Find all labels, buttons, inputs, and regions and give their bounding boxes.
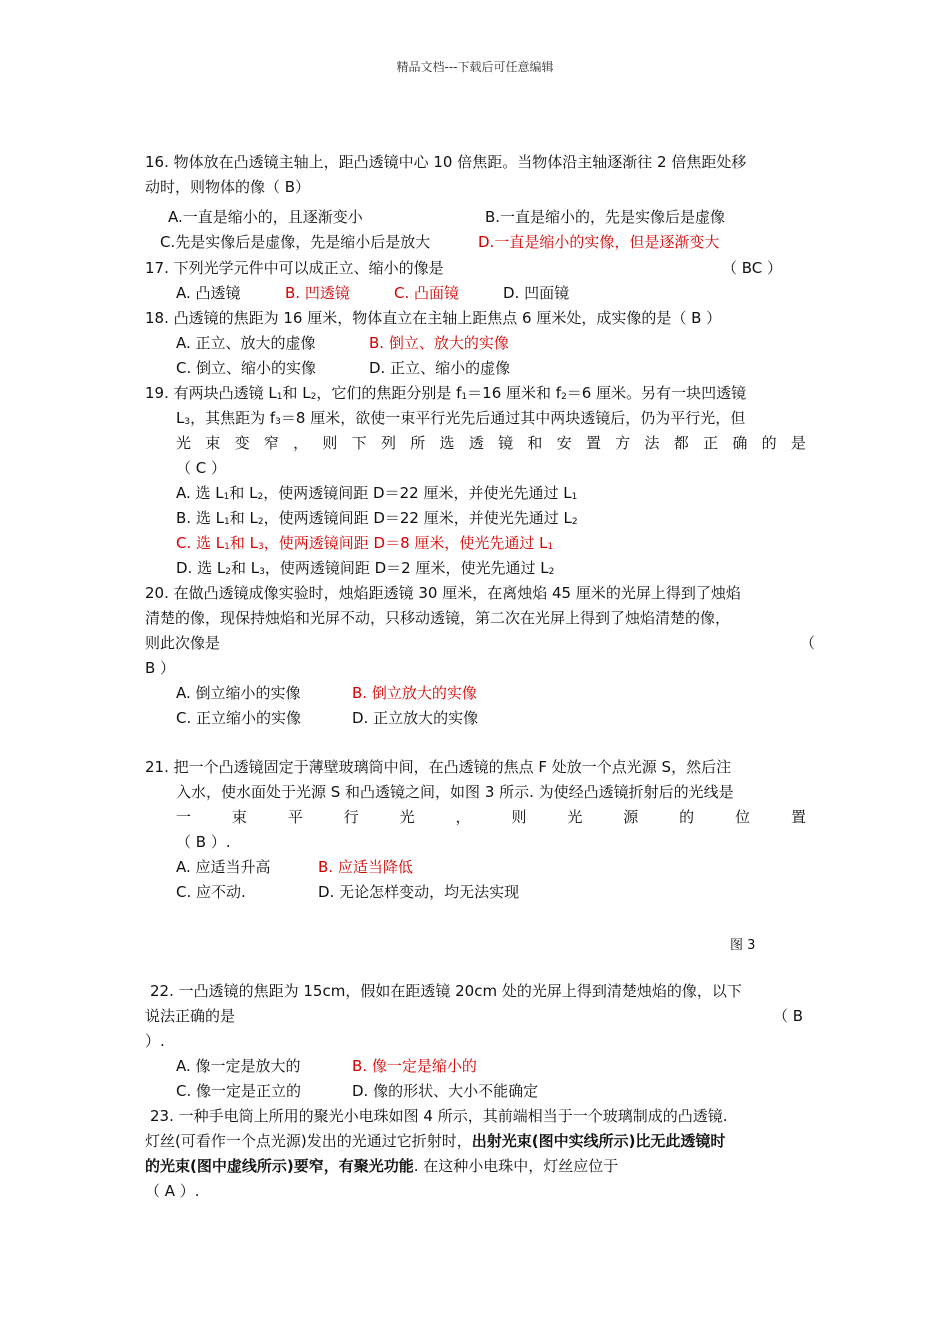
q16-option-d: D.一直是缩小的实像，但是逐渐变大 xyxy=(478,233,720,251)
q16-option-b: B.一直是缩小的，先是实像后是虚像 xyxy=(485,208,726,226)
q20-option-a: A. 倒立缩小的实像 xyxy=(176,684,301,702)
q16-option-a: A.一直是缩小的，且逐渐变小 xyxy=(168,208,363,226)
q18-option-c: C. 倒立、缩小的实像 xyxy=(176,359,317,377)
q22-option-a: A. 像一定是放大的 xyxy=(176,1057,301,1075)
q17-option-d: D. 凹面镜 xyxy=(503,284,570,302)
q22-stem-line2: 说法正确的是 xyxy=(145,1007,236,1025)
q22-option-b: B. 像一定是缩小的 xyxy=(352,1057,477,1075)
q22-option-d: D. 像的形状、大小不能确定 xyxy=(352,1082,539,1100)
figure-3-caption: 图 3 xyxy=(730,938,756,953)
page-header: 精品文档---下载后可任意编辑 xyxy=(396,60,554,74)
q17-answer: （ BC ） xyxy=(722,259,783,277)
q21-option-c: C. 应不动. xyxy=(176,883,246,901)
q19-stem-line1: 19. 有两块凸透镜 $L_1$和 $L_2$，它们的焦距分别是 $f_1=16$ 厘米和 $f_2=6$ 厘米。另有一块凹透镜 xyxy=(145,384,747,402)
q19-option-a: A. 选 $L_1$和 $L_2$，使两透镜间距 D＝22 厘米，并使光先通过 $L_1$ xyxy=(176,484,578,502)
q23-stem-line3: 的光束(图中虚线所示)要窄，有聚光功能. 在这种小电珠中，灯丝应位于 xyxy=(145,1157,619,1175)
q16-stem-line1: 16. 物体放在凸透镜主轴上，距凸透镜中心 10 倍焦距。当物体沿主轴逐渐往 2 倍焦距处移 xyxy=(145,153,747,171)
q18-option-a: A. 正立、放大的虚像 xyxy=(176,334,316,352)
q19-option-b: B. 选 $L_1$和 $L_2$，使两透镜间距 D＝22 厘米，并使光先通过 $L_2$ xyxy=(176,509,578,527)
q20-option-b: B. 倒立放大的实像 xyxy=(352,684,477,702)
q23-answer: （ A ）. xyxy=(145,1182,200,1200)
q19-stem-line3: 光 束 变 窄 ， 则 下 列 所 选 透 镜 和 安 置 方 法 都 正 确 的 是 xyxy=(176,434,806,452)
q21-stem-line3: 一 束 平 行 光 ， 则 光 源 的 位 置 xyxy=(176,808,806,826)
q21-option-a: A. 应适当升高 xyxy=(176,858,271,876)
q23-stem-line1: 23. 一种手电筒上所用的聚光小电珠如图 4 所示，其前端相当于一个玻璃制成的凸透镜. xyxy=(150,1107,728,1125)
q20-stem-line1: 20. 在做凸透镜成像实验时，烛焰距透镜 30 厘米，在离烛焰 45 厘米的光屏上得到了烛焰 xyxy=(145,584,741,602)
q19-answer: （ C ） xyxy=(176,459,227,477)
q19-option-d: D. 选 $L_2$和 $L_3$，使两透镜间距 D＝2 厘米，使光先通过 $L_2$ xyxy=(176,559,555,577)
q18-stem: 18. 凸透镜的焦距为 16 厘米，物体直立在主轴上距焦点 6 厘米处，成实像的是（ B ） xyxy=(145,309,722,327)
q18-option-d: D. 正立、缩小的虚像 xyxy=(369,359,511,377)
q19-stem-line2: $L_3$，其焦距为 $f_3=8$ 厘米，欲使一束平行光先后通过其中两块透镜后，仍为平行光，但 xyxy=(176,409,746,427)
q22-answer-close: ）. xyxy=(145,1032,165,1050)
q22-answer-open: （ B xyxy=(773,1007,804,1025)
q21-option-d: D. 无论怎样变动，均无法实现 xyxy=(318,883,520,901)
q23-stem-line2: 灯丝(可看作一个点光源)发出的光通过它折射时，出射光束(图中实线所示)比无此透镜时 xyxy=(145,1132,726,1150)
q20-stem-line2: 清楚的像，现保持烛焰和光屏不动，只移动透镜，第二次在光屏上得到了烛焰清楚的像， xyxy=(145,609,731,627)
q21-stem-line1: 21. 把一个凸透镜固定于薄壁玻璃筒中间，在凸透镜的焦点 F 处放一个点光源 S，然后注 xyxy=(145,758,732,776)
q19-option-c: C. 选 $L_1$和 $L_3$，使两透镜间距 D＝8 厘米，使光先通过 $L_1$ xyxy=(176,534,554,552)
q20-answer: B ） xyxy=(145,659,176,677)
q17-option-b: B. 凹透镜 xyxy=(285,284,350,302)
q17-option-a: A. 凸透镜 xyxy=(176,284,241,302)
q16-option-c: C.先是实像后是虚像，先是缩小后是放大 xyxy=(160,233,431,251)
q21-stem-line2: 入水，使水面处于光源 S 和凸透镜之间，如图 3 所示. 为使经凸透镜折射后的光线是 xyxy=(176,783,734,801)
q21-option-b: B. 应适当降低 xyxy=(318,858,413,876)
q20-option-d: D. 正立放大的实像 xyxy=(352,709,479,727)
q18-option-b: B. 倒立、放大的实像 xyxy=(369,334,509,352)
q22-option-c: C. 像一定是正立的 xyxy=(176,1082,302,1100)
q22-stem-line1: 22. 一凸透镜的焦距为 15cm，假如在距透镜 20cm 处的光屏上得到清楚烛焰的像，以下 xyxy=(150,982,742,1000)
q20-paren-open: （ xyxy=(800,634,816,652)
q16-stem-line2: 动时，则物体的像（ B） xyxy=(145,178,311,196)
q20-option-c: C. 正立缩小的实像 xyxy=(176,709,302,727)
q21-answer: （ B ）. xyxy=(176,833,231,851)
q17-option-c: C. 凸面镜 xyxy=(394,284,460,302)
q20-stem-line3: 则此次像是 xyxy=(145,634,221,652)
q17-stem: 17. 下列光学元件中可以成正立、缩小的像是 xyxy=(145,259,444,277)
